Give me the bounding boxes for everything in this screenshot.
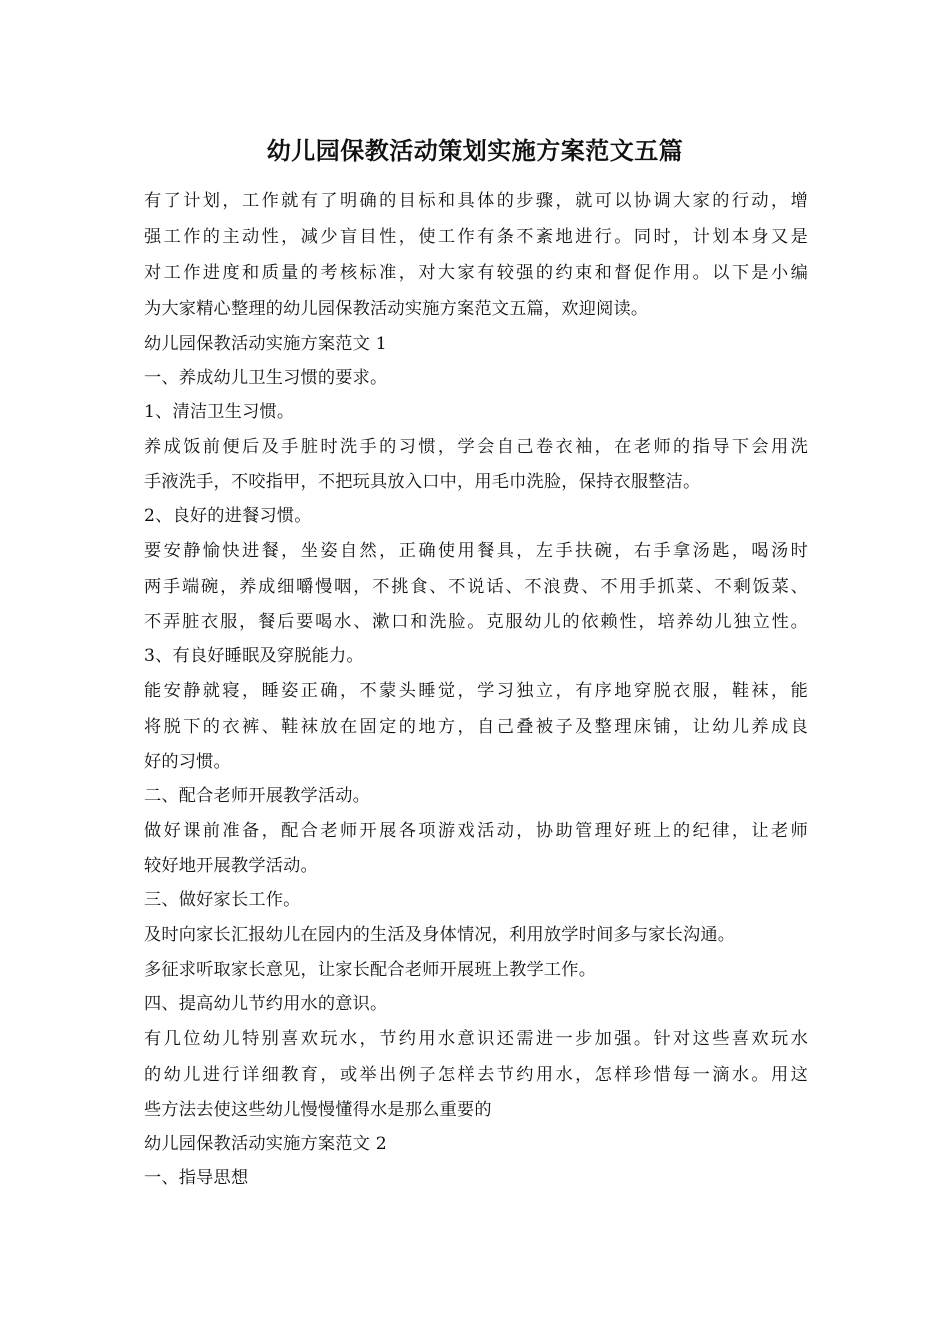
document-body [144,183,808,1195]
text-line: 三、做好家长工作。 [144,890,301,910]
text-line: 手液洗手，不咬指甲，不把玩具放入口中，用毛巾洗脸，保持衣服整洁。 [144,472,701,492]
text-line: 有了计划，工作就有了明确的目标和具体的步骤，就可以协调大家的行动，增 [144,191,808,211]
text-line: 好的习惯。 [144,752,231,772]
text-line: 幼儿园保教活动实施方案范文 2 [144,1134,387,1154]
text-line: 对工作进度和质量的考核标准，对大家有较强的约束和督促作用。以下是小编 [144,263,808,283]
text-line: 不弄脏衣服，餐后要喝水、漱口和洗脸。克服幼儿的依赖性，培养幼儿独立性。 [144,612,808,632]
text-line: 做好课前准备，配合老师开展各项游戏活动，协助管理好班上的纪律，让老师 [144,821,808,841]
text-line: 能安静就寝，睡姿正确，不蒙头睡觉，学习独立，有序地穿脱衣服，鞋袜，能 [144,681,808,701]
document-title: 幼儿园保教活动策划实施方案范文五篇 [266,136,684,165]
text-line: 有几位幼儿特别喜欢玩水，节约用水意识还需进一步加强。针对这些喜欢玩水 [144,1029,808,1049]
text-line: 及时向家长汇报幼儿在园内的生活及身体情况，利用放学时间多与家长沟通。 [144,925,736,945]
text-line: 二、配合老师开展教学活动。 [144,786,371,806]
text-line: 些方法去使这些幼儿慢慢懂得水是那么重要的 [144,1100,492,1120]
text-line: 强工作的主动性，减少盲目性，使工作有条不紊地进行。同时，计划本身又是 [144,227,808,247]
text-line: 四、提高幼儿节约用水的意识。 [144,994,388,1014]
text-line: 一、指导思想 [144,1168,249,1188]
text-line: 两手端碗，养成细嚼慢咽，不挑食、不说话、不浪费、不用手抓菜、不剩饭菜、 [144,577,808,597]
text-line: 3、有良好睡眠及穿脱能力。 [144,646,364,666]
text-line: 多征求听取家长意见，让家长配合老师开展班上教学工作。 [144,960,597,980]
text-line: 为大家精心整理的幼儿园保教活动实施方案范文五篇，欢迎阅读。 [144,299,649,319]
text-line: 一、养成幼儿卫生习惯的要求。 [144,368,388,388]
text-line: 养成饭前便后及手脏时洗手的习惯，学会自己卷衣袖，在老师的指导下会用洗 [144,437,808,457]
text-line: 较好地开展教学活动。 [144,856,318,876]
text-line: 2、良好的进餐习惯。 [144,506,312,526]
text-line: 要安静愉快进餐，坐姿自然，正确使用餐具，左手扶碗，右手拿汤匙，喝汤时 [144,541,808,561]
text-line: 幼儿园保教活动实施方案范文 1 [144,334,387,354]
text-line: 的幼儿进行详细教育，或举出例子怎样去节约用水，怎样珍惜每一滴水。用这 [144,1065,808,1085]
text-line: 1、清洁卫生习惯。 [144,402,295,422]
text-line: 将脱下的衣裤、鞋袜放在固定的地方，自己叠被子及整理床铺，让幼儿养成良 [144,717,808,737]
